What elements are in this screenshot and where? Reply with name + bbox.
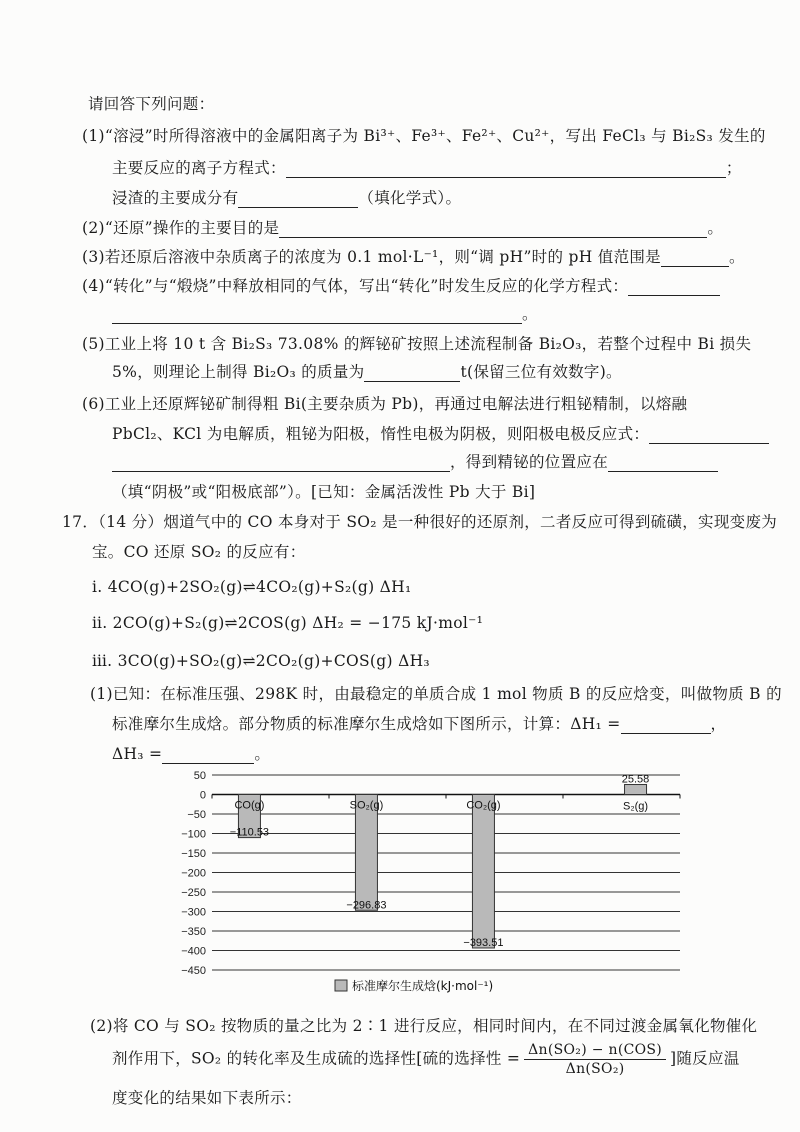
q1-semicolon: ； (725, 159, 742, 177)
q5-unit: t(保留三位有效数字)。 (460, 363, 622, 381)
q1-prompt: 主要反应的离子方程式： (112, 159, 286, 177)
y-tick-label: 50 (193, 770, 206, 782)
q4-line-a (82, 274, 720, 296)
q2-line (82, 216, 723, 238)
value-label: −393.51 (463, 936, 504, 949)
y-tick-label: −400 (181, 945, 206, 958)
q17-part2-b (112, 1042, 740, 1077)
value-label: 25.58 (621, 773, 650, 786)
q1-line-a: (1)“溶浸”时所得溶液中的金属阳离子为 Bi³⁺、Fe³⁺、Fe²⁺、Cu²⁺，写出 FeCl₃ 与 Bi₂S₃ 发生的 (82, 127, 766, 145)
q6-prompt: PbCl₂、KCl 为电解质，粗铋为阳极，惰性电极为阴极，则阳极电极反应式： (112, 425, 650, 443)
category-label: CO(g) (234, 799, 265, 812)
q4-answer-blank-1[interactable] (628, 279, 720, 296)
reaction-i: ⅰ. 4CO(g)+2SO₂(g)⇌4CO₂(g)+S₂(g) ΔH₁ (92, 578, 412, 596)
q6-answer-blank-1[interactable] (649, 427, 769, 444)
dh1-answer-blank[interactable] (621, 717, 711, 734)
q17-part1-b (112, 712, 726, 734)
bar-2 (472, 795, 494, 948)
y-tick-label: −200 (181, 867, 206, 880)
q17-part1-c (112, 742, 270, 764)
q4-prompt: (4)“转化”与“煅烧”中释放相同的气体，写出“转化”时发生反应的化学方程式： (82, 277, 629, 295)
q17-part1-a: (1)已知：在标准压强、298K 时，由最稳定的单质合成 1 mol 物质 B 的反应焓变，叫做物质 B 的 (90, 685, 782, 703)
dh3-period: 。 (254, 745, 271, 763)
dh3-answer-blank[interactable] (162, 747, 254, 764)
q1-answer-blank-2[interactable] (238, 191, 358, 208)
q6-line-c (112, 450, 718, 472)
q17-part1-prompt: 标准摩尔生成焓。部分物质的标准摩尔生成焓如下图所示，计算：ΔH₁ = (112, 715, 621, 733)
q1-line-c (112, 186, 461, 208)
dh3-label: ΔH₃ = (112, 745, 163, 763)
q3-line (82, 245, 745, 267)
value-label: −110.53 (229, 826, 270, 839)
bar-3 (625, 785, 647, 795)
fraction-numerator: Δn(SO₂) − n(COS) (524, 1042, 666, 1060)
q17-stem-a: 17．（14 分）烟道气中的 CO 本身对于 SO₂ 是一种很好的还原剂，二者反应可得到硫磺，实现变废为 (62, 513, 778, 531)
q6-answer-blank-2[interactable] (112, 455, 450, 472)
category-label: SO₂(g) (349, 799, 384, 812)
q6-position-prompt: ，得到精铋的位置应在 (450, 453, 609, 471)
intro-text: 请回答下列问题： (88, 95, 215, 113)
q5-line-a: (5)工业上将 10 t 含 Bi₂S₃ 73.08% 的辉铋矿按照上述流程制备 Bi₂O₃，若整个过程中 Bi 损失 (82, 335, 752, 353)
q1-residue-hint: （填化学式）。 (358, 189, 462, 207)
q2-prompt: (2)“还原”操作的主要目的是 (82, 219, 280, 237)
q6-answer-blank-3[interactable] (608, 455, 718, 472)
q6-line-b (112, 422, 769, 444)
y-tick-label: −350 (181, 926, 206, 938)
category-label: S₂(g) (623, 800, 649, 813)
q1-residue-prompt: 浸渣的主要成分有 (112, 189, 239, 207)
enthalpy-chart (160, 770, 680, 1005)
selectivity-fraction (524, 1042, 666, 1077)
q4-period: 。 (522, 305, 538, 323)
q4-line-b (112, 302, 538, 324)
q6-line-a: (6)工业上还原辉铋矿制得粗 Bi(主要杂质为 Pb)，再通过电解法进行粗铋精制，以熔融 (82, 395, 688, 413)
enthalpy-bar-chart (160, 770, 680, 1005)
y-tick-label: −250 (181, 887, 206, 899)
q5-prompt: 5%，则理论上制得 Bi₂O₃ 的质量为 (112, 363, 365, 381)
q5-line-b (112, 360, 622, 382)
legend-label: 标准摩尔生成焓(kJ·mol⁻¹) (352, 979, 494, 993)
q3-prompt: (3)若还原后溶液中杂质离子的浓度为 0.1 mol·L⁻¹，则“调 pH”时的 pH 值范围是 (82, 248, 661, 266)
q17-part1-comma: ， (710, 715, 727, 733)
q3-period: 。 (728, 248, 745, 266)
q2-period: 。 (707, 219, 724, 237)
y-tick-label: −450 (181, 965, 206, 977)
q6-line-d: （填“阴极”或“阳极底部”）。[已知：金属活泼性 Pb 大于 Bi] (112, 483, 536, 501)
q4-answer-blank-2[interactable] (112, 307, 522, 324)
q17-part2-c: 度变化的结果如下表所示： (112, 1089, 302, 1107)
category-label: CO₂(g) (466, 799, 501, 812)
value-label: −296.83 (346, 899, 387, 912)
q1-answer-blank-1[interactable] (286, 161, 726, 178)
q5-answer-blank[interactable] (364, 365, 460, 382)
y-tick-label: 0 (199, 789, 206, 802)
q1-line-b (112, 156, 742, 178)
legend-swatch (335, 980, 347, 991)
y-tick-label: −300 (181, 906, 206, 919)
q17-part2-prompt: 剂作用下，SO₂ 的转化率及生成硫的选择性[硫的选择性 = (112, 1049, 521, 1068)
fraction-denominator: Δn(SO₂) (565, 1061, 625, 1077)
y-tick-label: −50 (187, 809, 206, 821)
y-tick-label: −100 (181, 828, 206, 841)
y-tick-label: −150 (181, 848, 206, 860)
q3-answer-blank[interactable] (661, 250, 729, 267)
q17-part2-tail: ]随反应温 (670, 1049, 740, 1068)
reaction-ii: ⅱ. 2CO(g)+S₂(g)⇌2COS(g) ΔH₂ = −175 kJ·mol⁻¹ (92, 614, 484, 632)
bar-1 (355, 795, 377, 911)
q17-stem-b: 宝。CO 还原 SO₂ 的反应有： (92, 543, 306, 561)
q17-part2-a: (2)将 CO 与 SO₂ 按物质的量之比为 2∶1 进行反应，相同时间内，在不同过渡金属氧化物催化 (90, 1017, 758, 1035)
q2-answer-blank[interactable] (279, 221, 707, 238)
reaction-iii: ⅲ. 3CO(g)+SO₂(g)⇌2CO₂(g)+COS(g) ΔH₃ (92, 652, 430, 670)
